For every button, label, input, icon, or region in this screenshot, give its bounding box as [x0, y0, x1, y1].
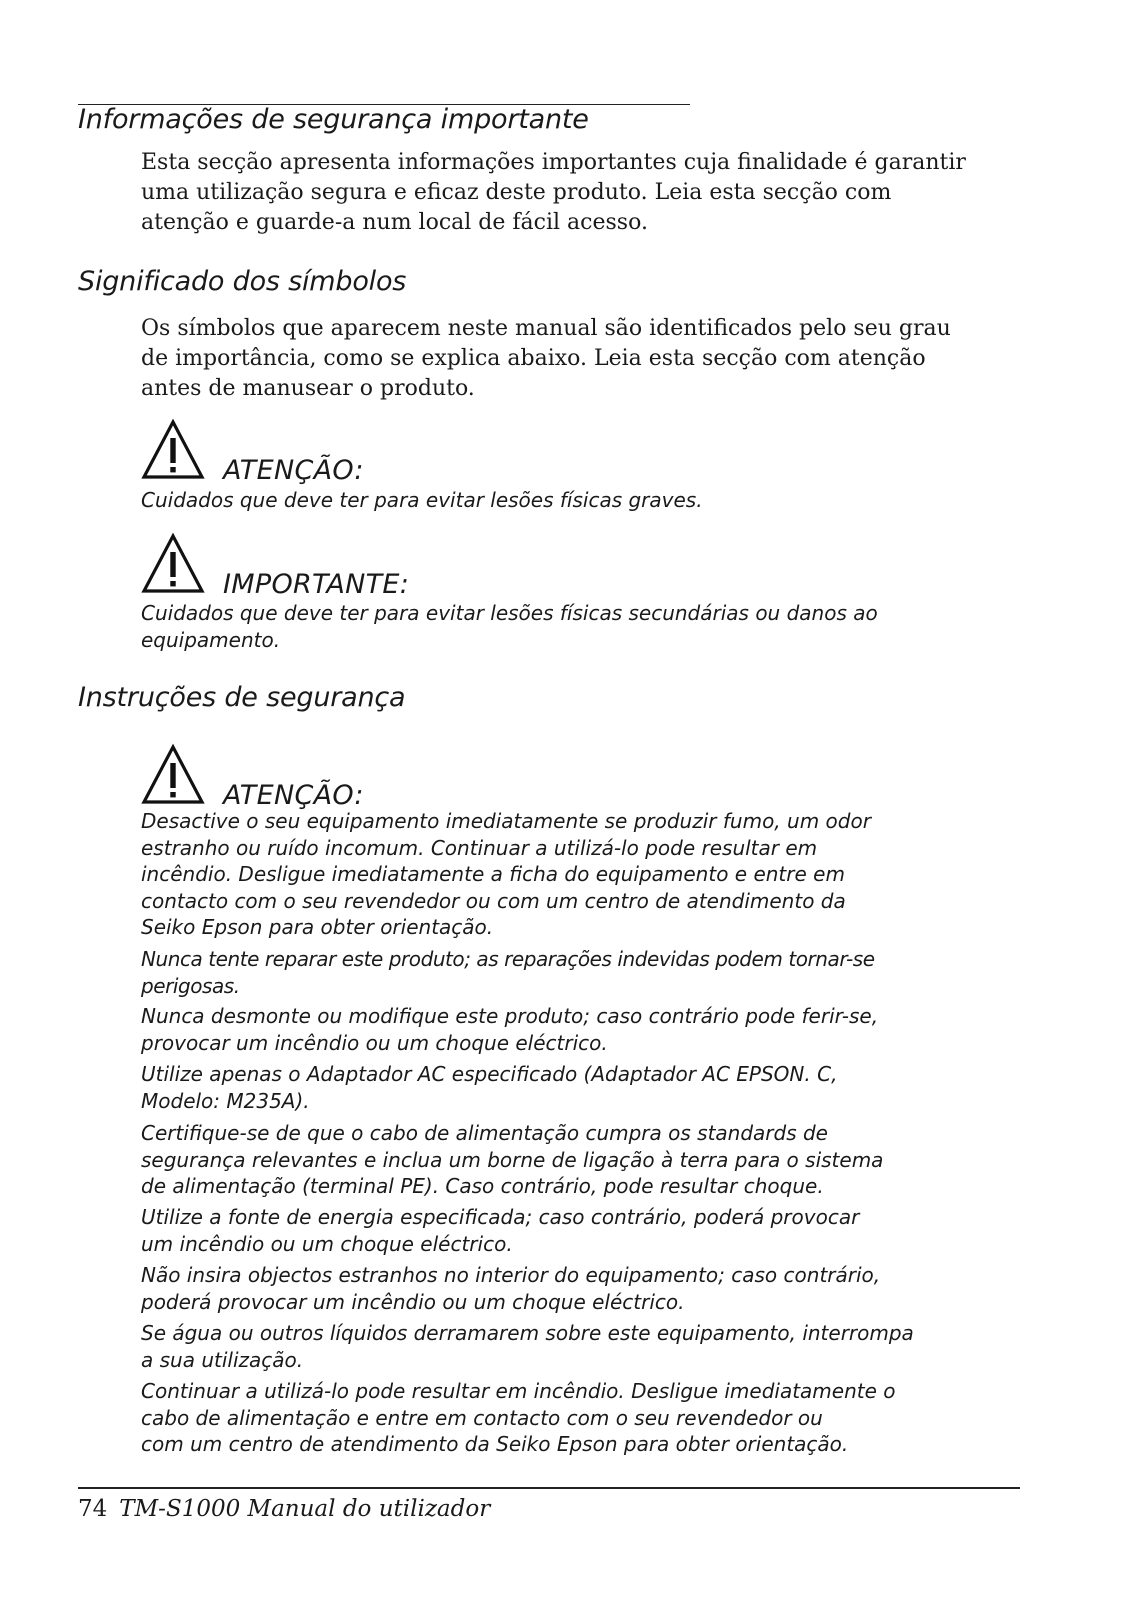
- attention-heading: [141, 418, 364, 486]
- text-line: antes de manusear o produto.: [141, 376, 475, 401]
- text-line: Nunca desmonte ou modifique este produto; caso contrário pode ferir-se,: [141, 1004, 879, 1028]
- section-title-safety-instructions: Instruções de segurança: [78, 682, 406, 713]
- text-line: com um centro de atendimento da Seiko Epson para obter orientação.: [141, 1432, 849, 1456]
- text-line: Se água ou outros líquidos derramarem sobre este equipamento, interrompa: [141, 1321, 914, 1345]
- section-title-safety-info: Informações de segurança importante: [78, 104, 589, 135]
- text-line: a sua utilização.: [141, 1347, 304, 1372]
- text-line: Esta secção apresenta informações importantes cuja finalidade é garantir: [141, 150, 966, 175]
- safety-info-paragraph: [141, 148, 1021, 238]
- text-line: Cuidados que deve ter para evitar lesões físicas graves.: [141, 488, 703, 512]
- text-line: incêndio. Desligue imediatamente a ficha do equipamento e entre em: [141, 862, 845, 886]
- text-line: Cuidados que deve ter para evitar lesões físicas secundárias ou danos ao: [141, 601, 878, 625]
- text-line: estranho ou ruído incomum. Continuar a utilizá-lo pode resultar em: [141, 835, 818, 860]
- safety-instruction-8: [141, 1320, 1021, 1373]
- safety-instruction-3: [141, 1003, 1021, 1056]
- section-title-symbols: Significado dos símbolos: [78, 266, 407, 297]
- safety-instruction-7: [141, 1262, 1021, 1315]
- text-line: equipamento.: [141, 627, 281, 652]
- text-line: Utilize apenas o Adaptador AC especificado (Adaptador AC EPSON. C,: [141, 1062, 838, 1086]
- safety-instruction-6: [141, 1204, 1021, 1257]
- safety-instruction-9: [141, 1378, 1021, 1458]
- attention-description: [141, 487, 1021, 514]
- symbols-paragraph: [141, 314, 1021, 404]
- attention-label: ATENÇÃO:: [223, 780, 364, 811]
- text-line: Continuar a utilizá-lo pode resultar em incêndio. Desligue imediatamente o: [141, 1379, 896, 1403]
- attention-label: ATENÇÃO:: [223, 455, 364, 486]
- important-description: [141, 600, 1021, 653]
- manual-title: TM-S1000 Manual do utilizador: [119, 1496, 491, 1522]
- text-line: uma utilização segura e eficaz deste produto. Leia esta secção com: [141, 180, 892, 205]
- warning-triangle-icon: [141, 743, 205, 807]
- safety-instruction-1: [141, 808, 1021, 941]
- text-line: contacto com o seu revendedor ou com um centro de atendimento da: [141, 888, 846, 913]
- safety-instruction-2: [141, 946, 1021, 999]
- text-line: Nunca tente reparar este produto; as reparações indevidas podem tornar-se: [141, 947, 875, 971]
- text-line: segurança relevantes e inclua um borne de ligação à terra para o sistema: [141, 1147, 884, 1172]
- footer-divider: [78, 1487, 1020, 1489]
- important-label: IMPORTANTE:: [223, 569, 410, 600]
- text-line: atenção e guarde-a num local de fácil acesso.: [141, 210, 648, 235]
- text-line: Modelo: M235A).: [141, 1088, 310, 1113]
- page-number: 74: [78, 1496, 108, 1522]
- text-line: poderá provocar um incêndio ou um choque eléctrico.: [141, 1289, 685, 1314]
- text-line: de importância, como se explica abaixo. Leia esta secção com atenção: [141, 346, 926, 371]
- important-heading: [141, 532, 410, 600]
- warning-triangle-icon: [141, 418, 205, 482]
- text-line: Não insira objectos estranhos no interior do equipamento; caso contrário,: [141, 1263, 881, 1287]
- text-line: de alimentação (terminal PE). Caso contrário, pode resultar choque.: [141, 1174, 824, 1198]
- text-line: perigosas.: [141, 973, 240, 998]
- text-line: Utilize a fonte de energia especificada; caso contrário, poderá provocar: [141, 1205, 860, 1229]
- page-footer: [78, 1496, 490, 1522]
- safety-instruction-4: [141, 1061, 1021, 1114]
- text-line: Certifique-se de que o cabo de alimentação cumpra os standards de: [141, 1121, 828, 1145]
- text-line: cabo de alimentação e entre em contacto com o seu revendedor ou: [141, 1405, 823, 1430]
- text-line: Seiko Epson para obter orientação.: [141, 915, 494, 939]
- warning-triangle-icon: [141, 532, 205, 596]
- attention-heading: [141, 743, 364, 811]
- text-line: Desactive o seu equipamento imediatamente se produzir fumo, um odor: [141, 809, 871, 833]
- safety-instruction-5: [141, 1120, 1021, 1200]
- text-line: Os símbolos que aparecem neste manual são identificados pelo seu grau: [141, 316, 951, 341]
- text-line: provocar um incêndio ou um choque eléctrico.: [141, 1030, 608, 1055]
- text-line: um incêndio ou um choque eléctrico.: [141, 1231, 513, 1256]
